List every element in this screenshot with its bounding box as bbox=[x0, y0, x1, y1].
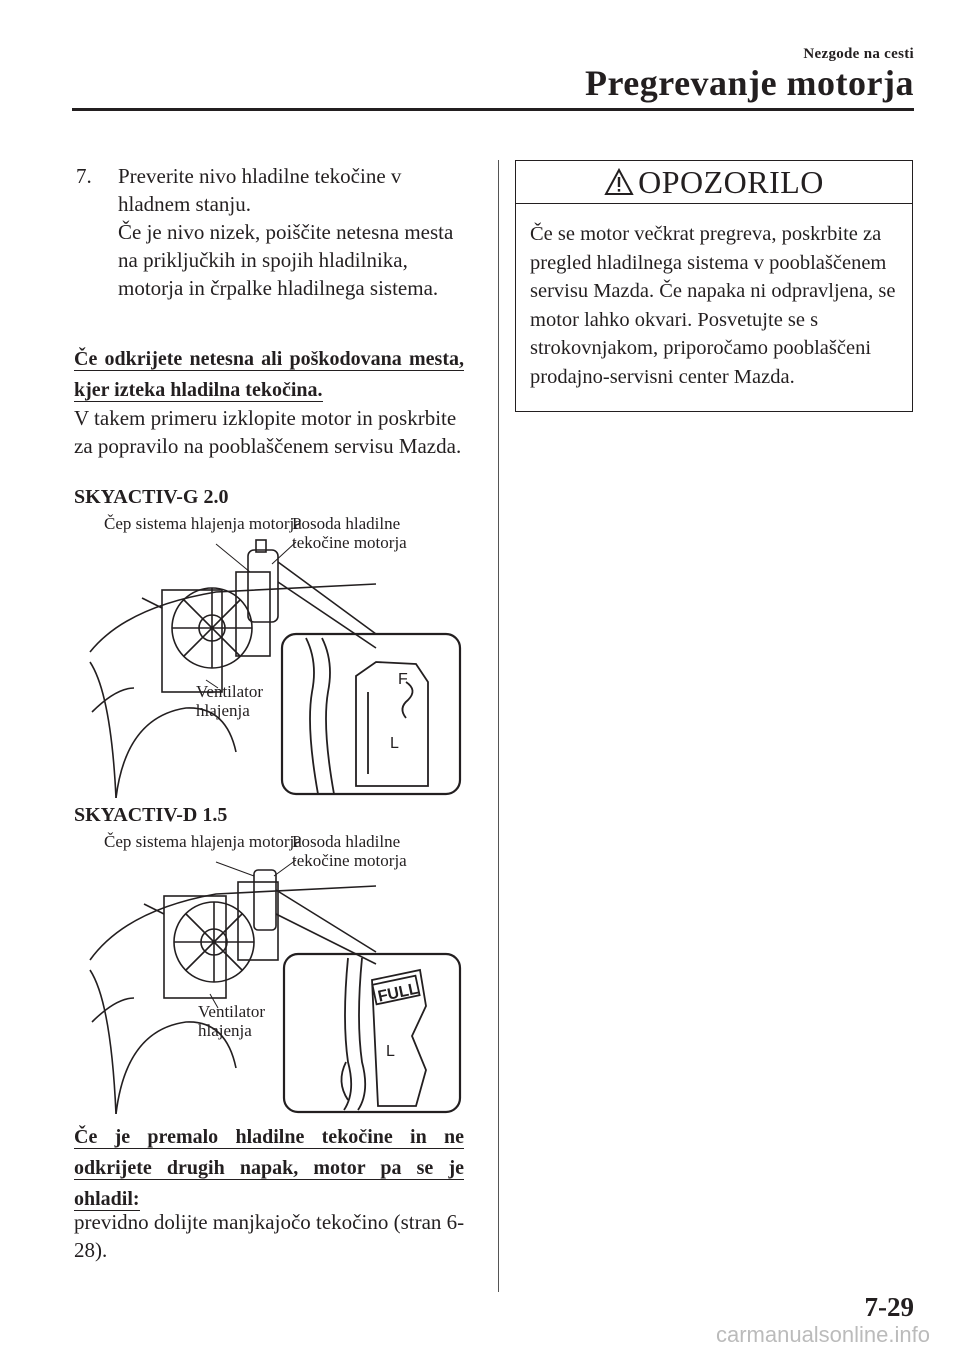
leak-text: V takem primeru izklopite motor in poskrbite za popravilo na pooblaščenem servisu Mazda. bbox=[74, 406, 462, 458]
fan-label-1: Ventilator hlajenja bbox=[196, 682, 264, 720]
svg-text:L: L bbox=[386, 1043, 395, 1060]
cap-label-1: Čep sistema hlajenja motorja bbox=[104, 514, 302, 533]
step-7 bbox=[76, 162, 476, 302]
figure-2-label: SKYACTIV-D 1.5 bbox=[74, 804, 228, 826]
warning-triangle-icon bbox=[604, 168, 634, 196]
step-line-2: Če je nivo nizek, poiščite netesna mesta na priključkih in spojih hladilnika, motorja in črpalke hladilnega sistema. bbox=[118, 220, 454, 300]
figure-skyactiv-g bbox=[86, 512, 462, 798]
reservoir-label-1: Posoda hladilne tekočine motorja bbox=[292, 514, 407, 552]
section-name: Nezgode na cesti bbox=[803, 46, 914, 62]
svg-text:F: F bbox=[398, 671, 408, 688]
figure-skyactiv-d bbox=[86, 830, 462, 1114]
full-mark: FULL bbox=[376, 980, 420, 1006]
low-coolant-heading: Če je premalo hladilne tekočine in ne odkrijete drugih napak, motor pa se je ohladil: bbox=[74, 1126, 464, 1210]
header-rule bbox=[72, 108, 914, 111]
warning-title: OPOZORILO bbox=[638, 163, 824, 200]
engine-illustration-d bbox=[86, 830, 462, 1114]
leak-heading: Če odkrijete netesna ali poškodovana mesta, kjer izteka hladilna tekočina. bbox=[74, 348, 464, 401]
warning-header bbox=[516, 161, 912, 204]
watermark: carmanualsonline.info bbox=[715, 1322, 930, 1347]
svg-text:L: L bbox=[390, 735, 399, 752]
column-divider bbox=[498, 160, 499, 1292]
warning-text: Če se motor večkrat pregreva, poskrbite za pregled hladilnega sistema v pooblaščenem servisu Mazda. Če napaka ni odpravljena, se motor lahko okvari. Posvetujte se s strokovnjakom, priporočamo pooblaščeni prodajno-servisni center Mazda. bbox=[530, 223, 896, 388]
step-line-1: Preverite nivo hladilne tekočine v hladnem stanju. bbox=[118, 164, 402, 216]
fan-label-2: Ventilator hlajenja bbox=[198, 1002, 266, 1040]
figure-1-label: SKYACTIV-G 2.0 bbox=[74, 486, 229, 508]
page-title: Pregrevanje motorja bbox=[584, 63, 914, 103]
page-number: 7-29 bbox=[864, 1292, 914, 1322]
low-coolant-text: previdno dolijte manjkajočo tekočino (stran 6-28). bbox=[74, 1210, 465, 1262]
cap-label-2: Čep sistema hlajenja motorja bbox=[104, 832, 302, 851]
engine-illustration-g bbox=[86, 512, 462, 798]
reservoir-label-2: Posoda hladilne tekočine motorja bbox=[292, 832, 407, 870]
warning-box bbox=[515, 160, 913, 412]
step-number: 7. bbox=[76, 164, 92, 188]
